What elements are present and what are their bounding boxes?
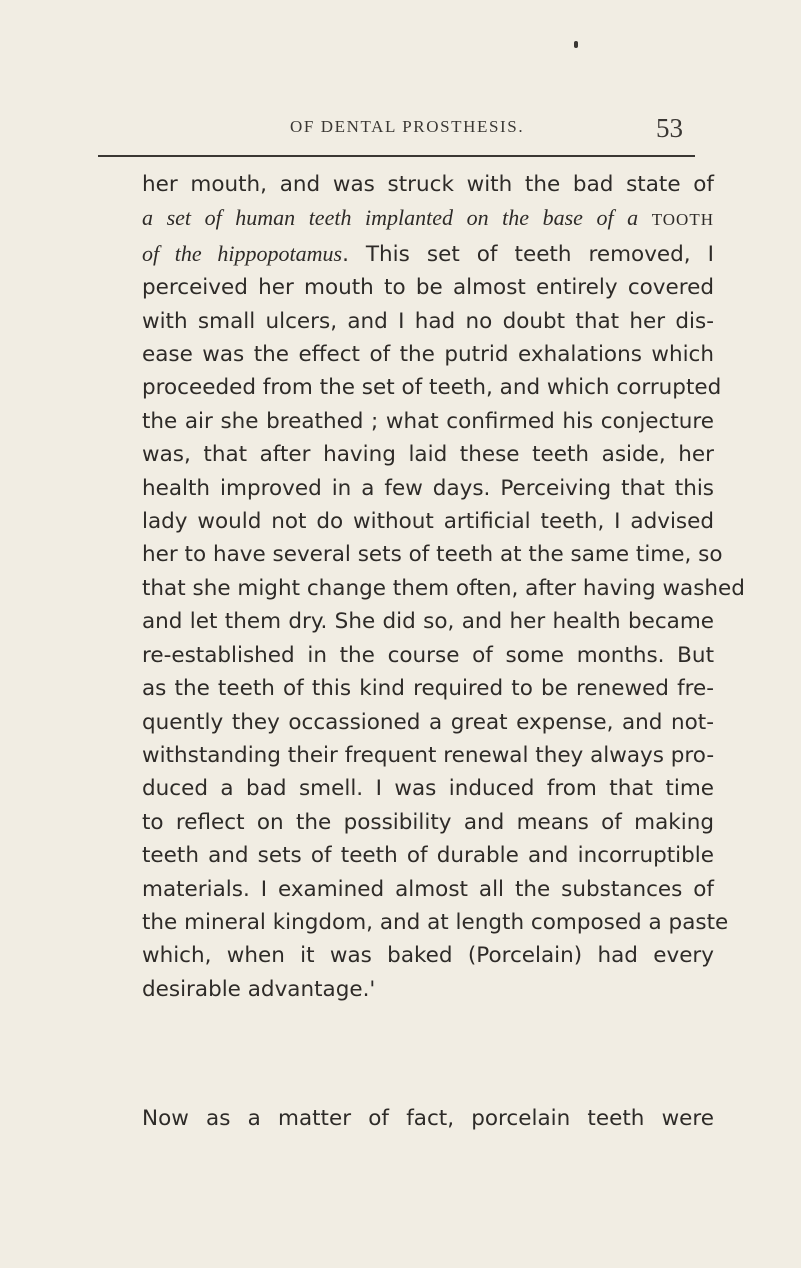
- text-line: [142, 873, 714, 906]
- text-segment: health improved in a few days. Perceiving that this: [142, 475, 714, 501]
- text-segment: her mouth, and was struck with the bad state of: [142, 172, 714, 197]
- running-head: OF DENTAL PROSTHESIS.: [290, 117, 525, 136]
- text-segment: . This set of teeth removed, I: [342, 241, 714, 267]
- text-line: [142, 706, 714, 739]
- text-segment: that she might change them often, after having washed: [142, 575, 745, 601]
- text-segment: to reflect on the possibility and means of making: [142, 809, 714, 835]
- text-line: [142, 806, 714, 839]
- text-segment: was, that after having laid these teeth aside, her: [142, 442, 714, 468]
- text-line: [142, 271, 714, 304]
- text-segment: quently they occassioned a great expense, and not-: [142, 709, 714, 735]
- text-segment: ease was the effect of the putrid exhalations which: [142, 342, 714, 368]
- text-segment: as the teeth of this kind required to be renewed fre-: [142, 676, 714, 702]
- text-segment: lady would not do without artificial teeth, I advised: [142, 509, 714, 535]
- text-line: [142, 201, 714, 236]
- text-segment: which, when it was baked (Porcelain) had every: [142, 943, 714, 969]
- page-number: 53: [656, 113, 683, 143]
- text-segment: materials. I examined almost all the substances of: [142, 876, 714, 902]
- text-segment: proceeded from the set of teeth, and which corrupted: [142, 375, 722, 401]
- text-line: [142, 338, 714, 371]
- text-line: [142, 906, 729, 939]
- text-line: [142, 237, 714, 271]
- text-segment: teeth and sets of teeth of durable and incorruptible: [142, 843, 714, 869]
- text-line: [142, 605, 714, 638]
- text-segment: duced a bad smell. I was induced from that time: [142, 776, 714, 802]
- text-line: [142, 505, 714, 538]
- italic-text: a set of human teeth implanted on the base of a: [142, 205, 652, 231]
- text-line: [142, 973, 714, 1006]
- text-segment: her to have several sets of teeth at the same time, so: [142, 542, 723, 568]
- body-paragraph: [142, 168, 745, 1006]
- text-line: [142, 739, 714, 772]
- text-segment: the mineral kingdom, and at length composed a paste: [142, 909, 729, 935]
- page-header: [0, 100, 801, 143]
- text-line: [142, 939, 714, 972]
- text-line: [142, 672, 714, 705]
- text-line: [142, 472, 714, 505]
- text-line: [142, 538, 723, 571]
- text-segment: perceived her mouth to be almost entirely covered: [142, 275, 714, 301]
- text-segment: with small ulcers, and I had no doubt that her dis-: [142, 308, 714, 334]
- ink-speck: [574, 41, 578, 48]
- text-segment: withstanding their frequent renewal they always pro-: [142, 742, 715, 768]
- italic-text: of the hippopotamus: [142, 240, 343, 266]
- text-line: [142, 305, 714, 338]
- text-segment: the air she breathed ; what confirmed his conjecture: [142, 408, 714, 434]
- text-line: [142, 438, 714, 471]
- header-rule: [98, 155, 695, 157]
- smallcaps-text: TOOTH: [651, 210, 714, 230]
- text-line: [142, 839, 714, 872]
- paragraph-continuation: Now as a matter of fact, porcelain teeth were: [142, 1106, 714, 1131]
- text-line: [142, 639, 714, 672]
- text-segment: desirable advantage.': [142, 976, 376, 1002]
- text-line: [142, 371, 722, 404]
- text-segment: re-established in the course of some months. But: [142, 642, 714, 668]
- text-line: [142, 772, 714, 805]
- text-line: [142, 168, 714, 201]
- text-line: [142, 405, 714, 438]
- text-line: [142, 572, 745, 605]
- text-segment: and let them dry. She did so, and her health became: [142, 609, 714, 635]
